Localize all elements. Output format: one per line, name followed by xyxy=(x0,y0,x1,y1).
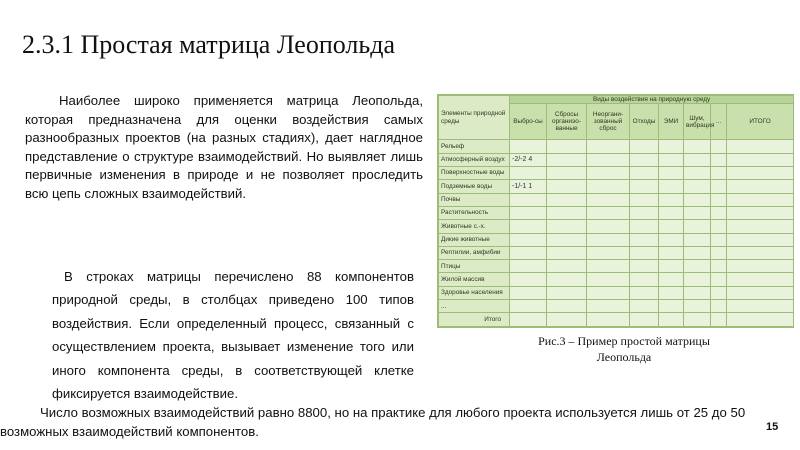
matrix-cell xyxy=(547,166,587,179)
matrix-cell xyxy=(630,193,659,206)
matrix-cell xyxy=(711,233,727,246)
matrix-cell xyxy=(587,233,630,246)
matrix-row xyxy=(439,180,794,193)
matrix-row-label: Рептилии, амфибии xyxy=(439,246,510,259)
matrix-cell xyxy=(659,153,684,166)
matrix-cell xyxy=(510,246,547,259)
matrix-cell xyxy=(587,193,630,206)
matrix-cell xyxy=(659,300,684,313)
figure-caption: Рис.3 – Пример простой матрицы Леопольда xyxy=(538,334,710,364)
matrix-total-label: Итого xyxy=(439,313,510,327)
matrix-cell xyxy=(630,180,659,193)
matrix-cell: -1/-1 1 xyxy=(510,180,547,193)
matrix-cell xyxy=(711,153,727,166)
matrix-cell xyxy=(684,220,711,233)
matrix-row xyxy=(439,246,794,259)
matrix-cell xyxy=(587,206,630,219)
matrix-cell xyxy=(659,260,684,273)
matrix-row-label: Птицы xyxy=(439,260,510,273)
matrix-cell xyxy=(510,286,547,299)
matrix-row xyxy=(439,300,794,313)
matrix-cell xyxy=(630,153,659,166)
matrix-row-label: Поверхностные воды xyxy=(439,166,510,179)
matrix-cell xyxy=(684,246,711,259)
matrix-cell xyxy=(711,300,727,313)
matrix-cell xyxy=(587,180,630,193)
matrix-cell xyxy=(510,233,547,246)
matrix-row xyxy=(439,260,794,273)
matrix-cell xyxy=(630,313,659,327)
matrix-cell xyxy=(684,233,711,246)
matrix-cell xyxy=(587,220,630,233)
matrix-cell xyxy=(510,300,547,313)
matrix-cell xyxy=(684,313,711,327)
matrix-cell xyxy=(659,220,684,233)
matrix-cell xyxy=(630,273,659,286)
paragraph-matrix-structure: В строках матрицы перечислено 88 компонентов природной среды, в столбцах приведено 100 типов воздействия. Если определенный процесс, связанный с осуществлением проекта, вызывает изменение того или иного компонента среды, в соответствующей клетке фиксируется взаимодействие. xyxy=(52,269,414,402)
matrix-cell xyxy=(659,313,684,327)
matrix-cell xyxy=(684,153,711,166)
paragraph-leopold-description: Наиболее широко применяется матрица Леопольда, которая предназначена для оценки воздействия самых разнообразных проектов (на разных стадиях), дает наглядное представление о структуре взаимодействий. Но выявляет лишь первичные изменения в природе и не позволяет проследить всю цепь сложных взаимодействий. xyxy=(25,93,423,201)
matrix-cell xyxy=(659,166,684,179)
matrix-column-header: ЭМИ xyxy=(659,104,684,140)
matrix-cell xyxy=(587,140,630,153)
matrix-cell xyxy=(547,180,587,193)
matrix-row-label: Животные с.-х. xyxy=(439,220,510,233)
matrix-cell xyxy=(547,140,587,153)
matrix-cell xyxy=(510,206,547,219)
matrix-cell xyxy=(510,313,547,327)
matrix-cell xyxy=(547,246,587,259)
matrix-cell xyxy=(510,220,547,233)
matrix-cell xyxy=(630,140,659,153)
matrix-row xyxy=(439,193,794,206)
matrix-row xyxy=(439,233,794,246)
matrix-cell xyxy=(547,260,587,273)
matrix-cell xyxy=(711,286,727,299)
matrix-row-label: Рельеф xyxy=(439,140,510,153)
paragraph-interactions-count: Число возможных взаимодействий равно 8800, но на практике для любого проекта используется лишь от 25 до 50 возможных взаимодействий компонентов. xyxy=(0,405,746,439)
matrix-cell xyxy=(727,220,794,233)
matrix-cell xyxy=(587,300,630,313)
matrix-cell xyxy=(547,220,587,233)
matrix-total-row xyxy=(439,313,794,327)
matrix-column-header: Шум, вибрация xyxy=(684,104,711,140)
matrix-row-label: Атмосферный воздух xyxy=(439,153,510,166)
matrix-cell xyxy=(630,233,659,246)
matrix-cell xyxy=(727,153,794,166)
matrix-cell xyxy=(727,313,794,327)
matrix-cell xyxy=(630,300,659,313)
matrix-cell xyxy=(547,206,587,219)
matrix-cell xyxy=(659,206,684,219)
matrix-column-header: ИТОГО xyxy=(727,104,794,140)
matrix-cell xyxy=(684,193,711,206)
matrix-column-header: Сбросы органиэо-ванные xyxy=(547,104,587,140)
matrix-cell xyxy=(727,233,794,246)
matrix-row-label: Здоровье населения xyxy=(439,286,510,299)
matrix-cell xyxy=(547,286,587,299)
matrix-cell xyxy=(630,260,659,273)
matrix-cell xyxy=(727,286,794,299)
matrix-cell xyxy=(547,300,587,313)
matrix-cell xyxy=(630,286,659,299)
matrix-cell xyxy=(711,220,727,233)
matrix-cell xyxy=(659,246,684,259)
matrix-row xyxy=(439,273,794,286)
matrix-cell xyxy=(711,260,727,273)
matrix-cell xyxy=(684,273,711,286)
matrix-cell xyxy=(659,273,684,286)
matrix-cell xyxy=(630,220,659,233)
matrix-cell xyxy=(727,206,794,219)
matrix-row xyxy=(439,220,794,233)
matrix-cell xyxy=(547,313,587,327)
matrix-column-header: Неоргани-зованный сброс xyxy=(587,104,630,140)
matrix-row-label: Растительность xyxy=(439,206,510,219)
matrix-cell xyxy=(711,193,727,206)
matrix-cell xyxy=(630,166,659,179)
slide-title: 2.3.1 Простая матрица Леопольда xyxy=(22,30,396,59)
matrix-cell xyxy=(684,166,711,179)
matrix-cell xyxy=(684,180,711,193)
matrix-cell xyxy=(684,286,711,299)
matrix-cell xyxy=(727,180,794,193)
matrix-group-header: Виды воздействия на природную среду xyxy=(510,96,794,104)
matrix-cell xyxy=(587,246,630,259)
matrix-cell xyxy=(727,166,794,179)
matrix-cell xyxy=(684,300,711,313)
matrix-cell xyxy=(587,153,630,166)
matrix-cell: -2/-2 4 xyxy=(510,153,547,166)
matrix-row xyxy=(439,153,794,166)
matrix-cell xyxy=(547,273,587,286)
matrix-row xyxy=(439,140,794,153)
matrix-cell xyxy=(587,286,630,299)
leopold-matrix-table xyxy=(438,95,794,327)
matrix-cell xyxy=(587,166,630,179)
matrix-cell xyxy=(510,140,547,153)
matrix-row-label: ... xyxy=(439,300,510,313)
matrix-row-label: Почвы xyxy=(439,193,510,206)
matrix-cell xyxy=(684,206,711,219)
matrix-cell xyxy=(684,140,711,153)
matrix-cell xyxy=(630,206,659,219)
matrix-cell xyxy=(510,193,547,206)
matrix-cell xyxy=(659,286,684,299)
matrix-cell xyxy=(727,193,794,206)
matrix-cell xyxy=(711,273,727,286)
matrix-cell xyxy=(547,153,587,166)
matrix-cell xyxy=(659,140,684,153)
matrix-cell xyxy=(659,193,684,206)
matrix-cell xyxy=(587,260,630,273)
matrix-cell xyxy=(547,193,587,206)
matrix-cell xyxy=(510,166,547,179)
matrix-cell xyxy=(727,300,794,313)
matrix-cell xyxy=(659,180,684,193)
matrix-row xyxy=(439,286,794,299)
matrix-row-label: Жилой массив xyxy=(439,273,510,286)
matrix-row xyxy=(439,166,794,179)
matrix-row-label: Подземные воды xyxy=(439,180,510,193)
matrix-cell xyxy=(684,260,711,273)
matrix-cell xyxy=(547,233,587,246)
matrix-column-header: ... xyxy=(711,104,727,140)
matrix-cell xyxy=(630,246,659,259)
matrix-column-header: Отходы xyxy=(630,104,659,140)
matrix-cell xyxy=(659,233,684,246)
page-number: 15 xyxy=(766,421,779,433)
matrix-row-label: Дикие животные xyxy=(439,233,510,246)
matrix-cell xyxy=(727,273,794,286)
matrix-cell xyxy=(727,260,794,273)
matrix-cell xyxy=(711,246,727,259)
matrix-cell xyxy=(711,313,727,327)
matrix-cell xyxy=(510,273,547,286)
matrix-row xyxy=(439,206,794,219)
leopold-matrix-image xyxy=(437,94,794,328)
matrix-cell xyxy=(727,140,794,153)
matrix-cell xyxy=(727,246,794,259)
matrix-corner-header: Элементы природной среды xyxy=(439,96,510,140)
matrix-column-header: Выбро-сы xyxy=(510,104,547,140)
matrix-cell xyxy=(510,260,547,273)
matrix-cell xyxy=(587,273,630,286)
matrix-cell xyxy=(711,206,727,219)
matrix-cell xyxy=(711,180,727,193)
matrix-cell xyxy=(711,166,727,179)
matrix-cell xyxy=(711,140,727,153)
matrix-cell xyxy=(587,313,630,327)
